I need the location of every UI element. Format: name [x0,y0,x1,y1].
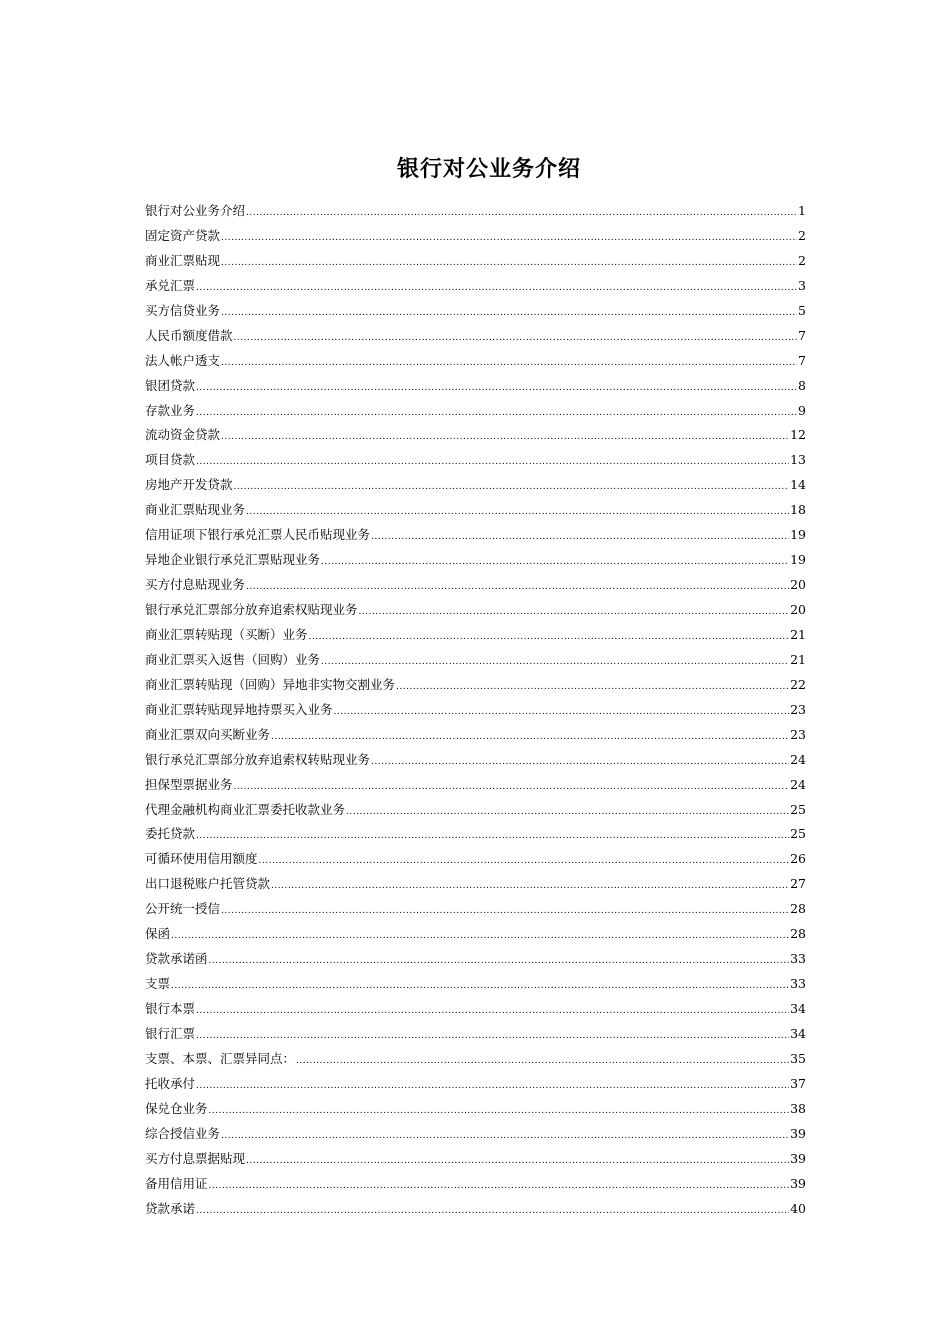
toc-entry-page-number: 27 [790,876,806,892]
toc-entry-page-number: 7 [798,327,806,343]
toc-entry[interactable] [145,548,806,573]
toc-entry[interactable] [145,673,806,698]
toc-entry-page-number: 19 [790,527,806,543]
toc-entry-page-number: 35 [790,1050,806,1066]
toc-entry-page-number: 13 [790,452,806,468]
toc-dot-leader [221,899,789,924]
toc-entry[interactable] [145,299,806,324]
toc-entry[interactable] [145,249,806,274]
toc-entry-label: 人民币额度借款 [145,327,233,343]
toc-dot-leader [196,824,789,849]
toc-entry-page-number: 28 [790,901,806,917]
toc-entry-page-number: 20 [790,602,806,617]
toc-entry-page-number: 9 [798,402,806,418]
toc-entry[interactable] [145,1197,806,1222]
toc-entry[interactable] [145,798,806,823]
toc-dot-leader [234,475,790,500]
toc-dot-leader [221,1124,789,1149]
toc-entry-page-number: 26 [790,851,806,867]
toc-entry[interactable] [145,623,806,648]
toc-entry-page-number: 7 [798,352,806,368]
toc-entry-page-number: 28 [790,926,806,942]
toc-dot-leader [271,725,789,750]
toc-dot-leader [396,675,789,700]
toc-entry-label: 托收承付 [145,1075,196,1091]
toc-dot-leader [171,924,789,949]
toc-entry-label: 保函 [145,926,171,942]
toc-entry-label: 银行承兑汇票部分放弃追索权转贴现业务 [145,751,371,767]
toc-entry-label: 银团贷款 [145,377,196,393]
toc-entry-label: 承兑汇票 [145,277,196,293]
table-of-contents [145,199,806,1221]
toc-entry[interactable] [145,748,806,773]
toc-entry[interactable] [145,1022,806,1047]
toc-dot-leader [196,999,789,1024]
toc-entry[interactable] [145,847,806,872]
toc-entry[interactable] [145,723,806,748]
toc-entry[interactable] [145,1147,806,1172]
toc-dot-leader [246,201,797,226]
toc-entry-page-number: 25 [790,801,806,817]
toc-entry-label: 可循环使用信用额度 [145,851,258,867]
toc-entry-label: 房地产开发贷款 [145,477,233,493]
toc-entry[interactable] [145,423,806,448]
toc-entry[interactable] [145,822,806,847]
toc-entry-page-number: 8 [798,377,806,393]
toc-entry[interactable] [145,448,806,473]
toc-entry[interactable] [145,1172,806,1197]
toc-dot-leader [359,600,790,625]
toc-entry[interactable] [145,573,806,598]
toc-entry[interactable] [145,1122,806,1147]
toc-entry-page-number: 12 [790,427,806,443]
toc-entry[interactable] [145,498,806,523]
toc-entry[interactable] [145,598,806,623]
toc-dot-leader [309,625,790,650]
toc-dot-leader [371,525,789,550]
toc-entry[interactable] [145,399,806,424]
toc-entry-label: 保兑仓业务 [145,1100,208,1116]
toc-dot-leader [296,1049,789,1074]
toc-entry-page-number: 39 [790,1125,806,1141]
toc-entry-page-number: 34 [790,1025,806,1041]
toc-entry[interactable] [145,648,806,673]
toc-entry[interactable] [145,374,806,399]
toc-entry[interactable] [145,224,806,249]
toc-entry-page-number: 37 [790,1075,806,1091]
toc-entry-label: 商业汇票转贴现（买断）业务 [145,626,308,642]
toc-entry-page-number: 39 [790,1150,806,1166]
toc-entry-label: 综合授信业务 [145,1125,221,1141]
toc-entry-label: 支票、本票、汇票异同点： [145,1050,296,1066]
toc-dot-leader [246,500,789,525]
toc-dot-leader [246,575,789,600]
toc-entry-page-number: 19 [790,552,806,568]
toc-dot-leader [259,849,790,874]
toc-dot-leader [196,1074,789,1099]
toc-entry-label: 代理金融机构商业汇票委托收款业务 [145,801,346,817]
toc-entry-label: 项目贷款 [145,452,196,468]
toc-entry-page-number: 5 [798,302,806,318]
toc-dot-leader [321,550,789,575]
toc-entry[interactable] [145,349,806,374]
toc-dot-leader [334,700,790,725]
toc-entry-label: 买方付息贴现业务 [145,577,246,593]
toc-entry-label: 支票 [145,976,171,992]
toc-dot-leader [221,226,797,251]
toc-dot-leader [346,800,789,825]
toc-entry-label: 买方付息票据贴现 [145,1150,246,1166]
toc-entry[interactable] [145,523,806,548]
toc-dot-leader [221,425,789,450]
toc-entry-label: 银行对公业务介绍 [145,203,246,218]
toc-entry-page-number: 3 [798,277,806,293]
toc-entry[interactable] [145,698,806,723]
toc-entry-label: 银行汇票 [145,1025,196,1041]
toc-entry[interactable] [145,274,806,299]
toc-entry[interactable] [145,1047,806,1072]
toc-entry-page-number: 1 [798,203,806,218]
toc-entry-label: 信用证项下银行承兑汇票人民币贴现业务 [145,527,371,543]
toc-dot-leader [209,1099,790,1124]
toc-entry[interactable] [145,997,806,1022]
document-title: 银行对公业务介绍 [396,157,581,182]
toc-entry-page-number: 23 [790,701,806,717]
toc-entry[interactable] [145,473,806,498]
toc-entry-page-number: 39 [790,1175,806,1191]
toc-dot-leader [371,750,789,775]
toc-dot-leader [196,450,789,475]
toc-dot-leader [221,301,797,326]
toc-entry-label: 异地企业银行承兑汇票贴现业务 [145,552,321,568]
toc-entry[interactable] [145,922,806,947]
toc-dot-leader [234,326,798,351]
toc-entry-page-number: 20 [790,577,806,593]
toc-dot-leader [209,949,790,974]
toc-entry-page-number: 2 [798,227,806,243]
toc-entry-label: 商业汇票双向买断业务 [145,726,271,742]
toc-entry[interactable] [145,1097,806,1122]
toc-entry-page-number: 23 [790,726,806,742]
toc-dot-leader [221,251,797,276]
toc-entry-label: 固定资产贷款 [145,227,221,243]
toc-entry-label: 商业汇票转贴现（回购）异地非实物交割业务 [145,676,396,692]
toc-entry-page-number: 24 [790,751,806,767]
toc-entry-label: 银行承兑汇票部分放弃追索权贴现业务 [145,602,358,617]
toc-dot-leader [321,650,789,675]
toc-entry-label: 商业汇票买入返售（回购）业务 [145,651,321,667]
toc-dot-leader [196,401,797,426]
toc-entry-label: 贷款承诺函 [145,951,208,967]
toc-entry-label: 商业汇票贴现业务 [145,502,246,518]
toc-entry-page-number: 2 [798,252,806,268]
toc-entry-label: 商业汇票贴现 [145,252,221,268]
toc-dot-leader [196,1199,789,1224]
toc-entry[interactable] [145,972,806,997]
toc-entry-page-number: 33 [790,951,806,967]
toc-dot-leader [271,874,789,899]
toc-entry[interactable] [145,324,806,349]
toc-entry-page-number: 34 [790,1001,806,1016]
toc-entry-label: 流动资金贷款 [145,427,221,443]
toc-entry-label: 商业汇票转贴现异地持票买入业务 [145,701,333,717]
toc-entry-page-number: 14 [790,477,806,493]
toc-entry-label: 备用信用证 [145,1175,208,1191]
toc-entry-page-number: 21 [790,626,806,642]
toc-dot-leader [246,1149,789,1174]
toc-entry[interactable] [145,1072,806,1097]
toc-dot-leader [171,974,789,999]
toc-entry-label: 银行本票 [145,1001,196,1016]
toc-entry-label: 贷款承诺 [145,1200,196,1216]
toc-entry[interactable] [145,947,806,972]
toc-entry-page-number: 21 [790,651,806,667]
toc-entry-page-number: 24 [790,776,806,792]
toc-entry-label: 法人帐户透支 [145,352,221,368]
toc-dot-leader [196,276,797,301]
toc-entry-page-number: 38 [790,1100,806,1116]
toc-dot-leader [196,1024,789,1049]
toc-entry-page-number: 33 [790,976,806,992]
toc-entry-page-number: 40 [790,1200,806,1216]
toc-entry-page-number: 25 [790,826,806,842]
toc-entry-label: 委托贷款 [145,826,196,842]
toc-entry[interactable] [145,872,806,897]
toc-entry-label: 出口退税账户托管贷款 [145,876,271,892]
toc-entry-label: 存款业务 [145,402,196,418]
toc-entry[interactable] [145,897,806,922]
toc-dot-leader [221,351,797,376]
toc-entry-label: 担保型票据业务 [145,776,233,792]
toc-dot-leader [234,775,790,800]
toc-entry[interactable] [145,773,806,798]
toc-entry-label: 买方信贷业务 [145,302,221,318]
toc-entry-label: 公开统一授信 [145,901,221,917]
toc-entry-page-number: 18 [790,502,806,518]
toc-dot-leader [209,1174,790,1199]
toc-entry[interactable] [145,199,806,224]
toc-dot-leader [196,376,797,401]
toc-entry-page-number: 22 [790,676,806,692]
